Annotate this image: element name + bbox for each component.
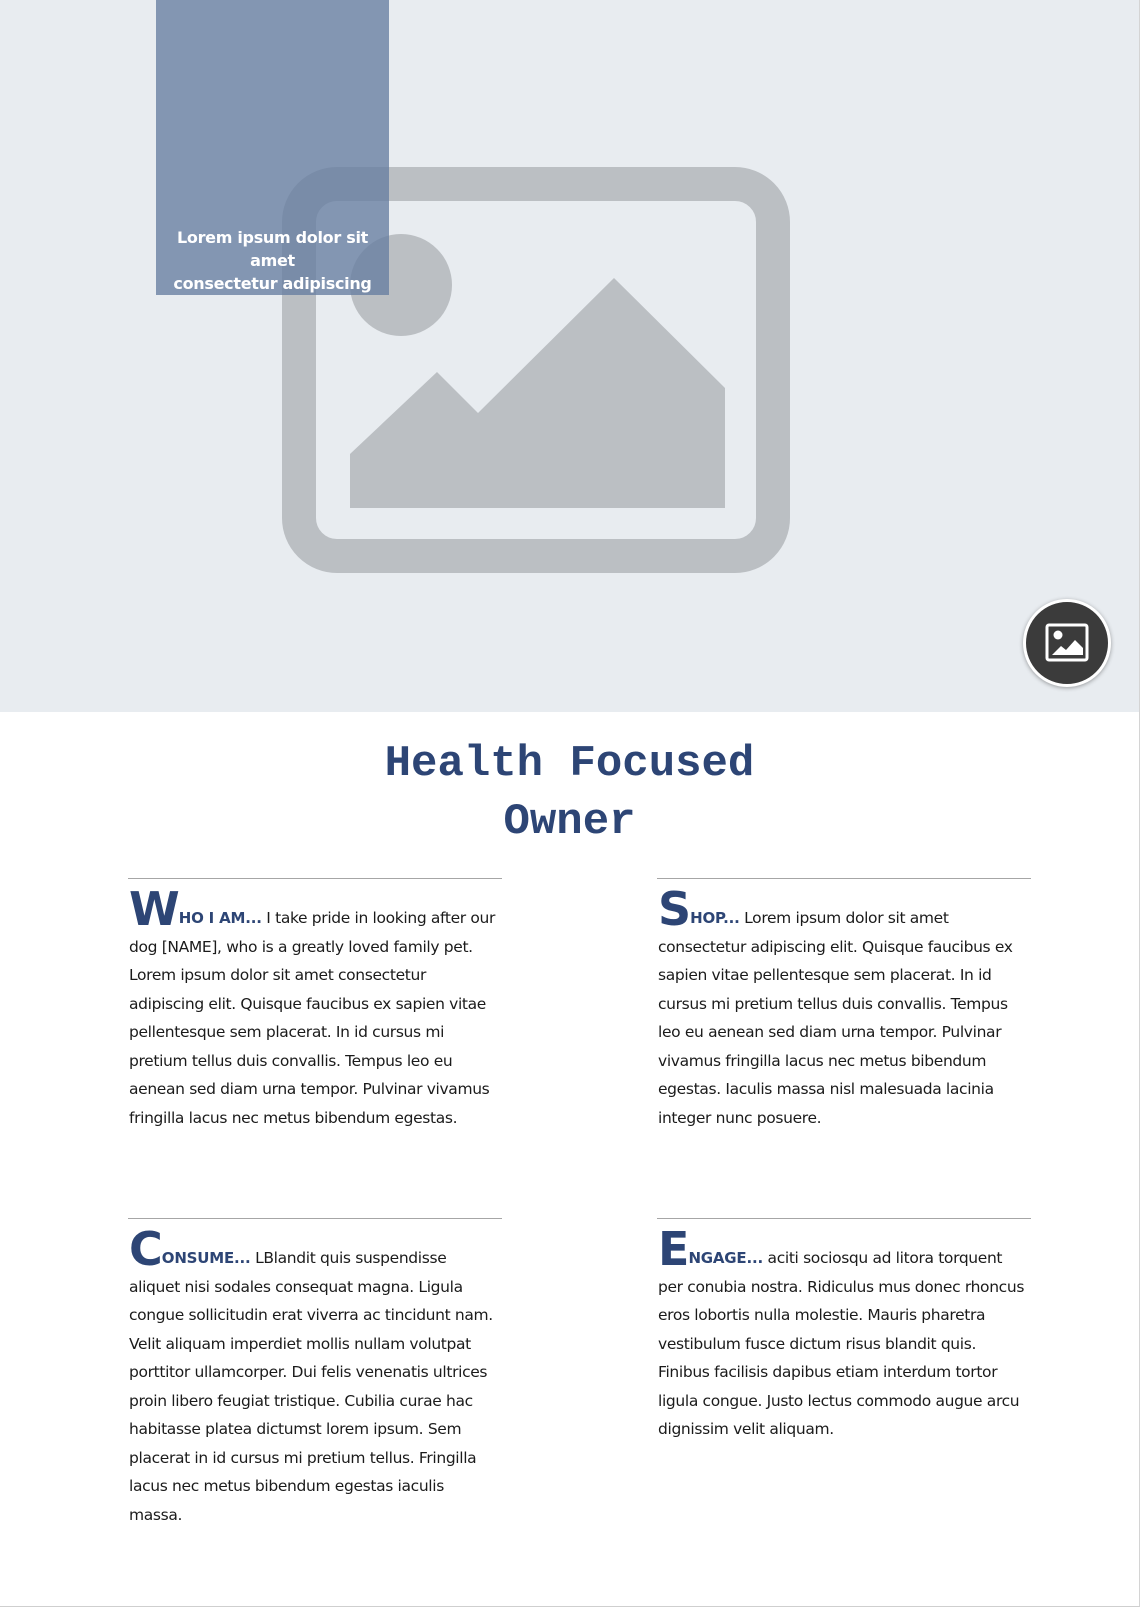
section-paragraph xyxy=(658,1222,1030,1444)
page-title xyxy=(0,735,1139,851)
section-divider xyxy=(128,878,502,879)
section-lead: HOP... xyxy=(690,909,740,927)
drop-cap: W xyxy=(129,882,179,936)
caption-text xyxy=(156,226,389,295)
section-paragraph xyxy=(129,882,501,1132)
section-body: Lorem ipsum dolor sit amet consectetur adipiscing elit. Quisque faucibus ex sapien vitae pellentesque sem placerat. In id cursus mi pretium tellus duis convallis. Tempus leo eu aenean sed diam urna tempor. Pulvinar vivamus fringilla lacus nec metus bibendum egestas. Iaculis massa nisl malesuada lacinia integer nunc posuere. xyxy=(658,909,1013,1127)
section-divider xyxy=(657,1218,1031,1219)
section-body: I take pride in looking after our dog [NAME], who is a greatly loved family pet. Lorem ipsum dolor sit amet consectetur adipiscing elit. Quisque faucibus ex sapien vitae pellentesque sem placerat. In id cursus mi pretium tellus duis convallis. Tempus leo eu aenean sed diam urna tempor. Pulvinar vivamus fringilla lacus nec metus bibendum egestas. xyxy=(129,909,496,1127)
hero-image-area[interactable] xyxy=(0,0,1139,712)
caption-line-1: Lorem ipsum dolor sit amet xyxy=(176,228,368,270)
title-line-1: Health Focused xyxy=(384,739,755,789)
change-image-button[interactable] xyxy=(1023,599,1111,687)
section-divider xyxy=(657,878,1031,879)
section-body: aciti sociosqu ad litora torquent per conubia nostra. Ridiculus mus donec rhoncus eros lobortis nulla molestie. Mauris pharetra vestibulum fusce dictum risus blandit quis. Finibus facilisis dapibus etiam interdum tortor ligula congue. Justo lectus commodo augue arcu dignissim velit aliquam. xyxy=(658,1249,1025,1438)
image-icon xyxy=(1044,621,1090,665)
section-lead: NGAGE... xyxy=(688,1249,763,1267)
section-lead: ONSUME... xyxy=(161,1249,251,1267)
title-line-2: Owner xyxy=(503,797,636,847)
section-lead: HO I AM... xyxy=(178,909,262,927)
drop-cap: E xyxy=(658,1222,689,1276)
section-body: LBlandit quis suspendisse aliquet nisi sodales consequat magna. Ligula congue sollicitudin erat viverra ac tincidunt nam. Velit aliquam imperdiet mollis nullam volutpat porttitor ullamcorper. Dui felis venenatis ultrices proin libero feugiat tristique. Cubilia curae hac habitasse platea dictumst lorem ipsum. Sem placerat in id cursus mi pretium tellus. Fringilla lacus nec metus bibendum egestas iaculis massa. xyxy=(129,1249,493,1524)
drop-cap: S xyxy=(658,882,691,936)
section-divider xyxy=(128,1218,502,1219)
section-paragraph xyxy=(129,1222,501,1529)
caption-line-2: consectetur adipiscing xyxy=(173,274,372,293)
caption-box xyxy=(156,0,389,295)
section-paragraph xyxy=(658,882,1030,1132)
drop-cap: C xyxy=(129,1222,162,1276)
